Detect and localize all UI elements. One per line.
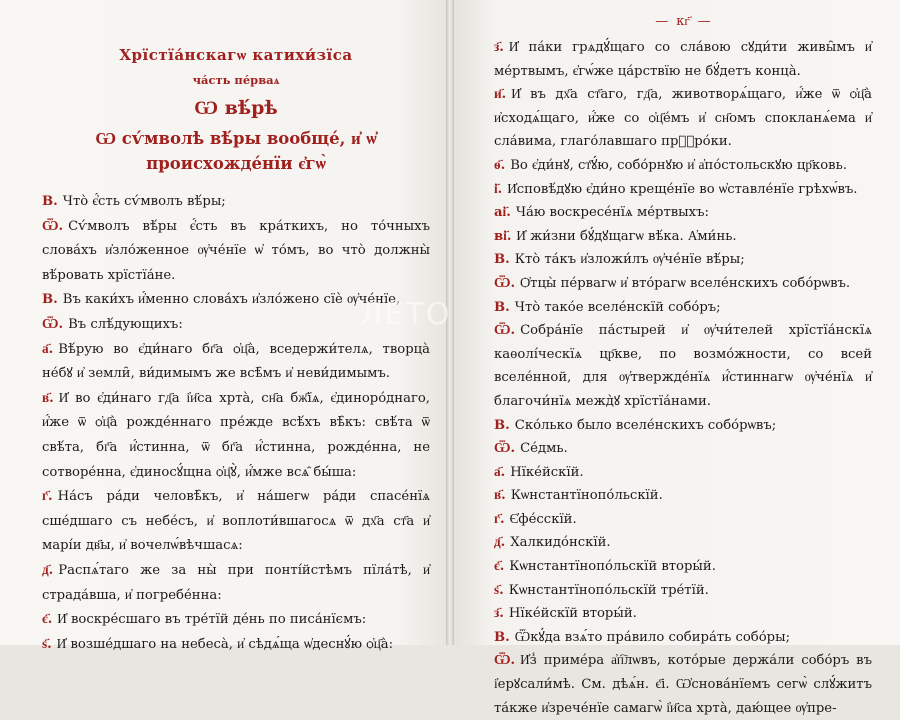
paragraph-text: Что̀ є҆́сть сѵ́мволъ вѣ́ры; [62,194,226,209]
paragraph-text: Халкидо́нскїй. [510,535,611,551]
right-paragraph [494,437,872,461]
paragraph-mark: В. [494,417,510,433]
right-paragraph [494,602,872,626]
paragraph-text: И҆з̾ приме́ра а҆п҇лѡвъ, кото́рые держа́ли собо́ръ въ і҆ерꙋсали́мѣ. См. дѣѧ́н. є҃і. Ѡ҆снова́нїемъ сегѡ̀ слꙋ́житъ та́кже и҆зрече́нїе самагѡ̀ і҆и҃са хрта̀, даю́щее ѹ҆пре- [494,653,872,716]
paragraph-mark: а҃. [494,464,506,480]
right-paragraph [494,36,872,83]
left-paragraph [42,313,430,338]
left-paragraph [42,608,430,633]
paragraph-mark: Ѿ. [42,316,64,332]
paragraph-text: И҆ жи́зни бꙋ́дꙋщагѡ вѣ́ка. А҆ми́нь. [516,228,737,244]
paragraph-mark: г҃. [494,511,505,527]
paragraph-text: И҆ па́ки грѧдꙋ́щаго со сла́вою сꙋди́ти живы̑мъ и҆ ме́ртвымъ, є҆гѡ́же ца́рствїю не бꙋ́детъ конца̀. [494,40,872,79]
paragraph-mark: є҃. [494,559,505,575]
right-paragraph [494,83,872,154]
paragraph-mark: а҃. [42,341,54,357]
book-gutter [446,0,454,645]
right-paragraph [494,579,872,603]
paragraph-text: Вѣ́рую во є҆ди́наго бг҃а ѻ҆ц҃а̀, вседержи́телѧ, творца̀ не́бꙋ и҆ земли̑, ви́димымъ же всѣ̑мъ и҆ неви́димымъ. [42,341,430,382]
part-title: ча́сть пе́рваѧ [192,73,280,87]
section-subheading: Ѡ сѵ́мволѣ вѣ́ры вообще́, и҆ ѡ҆ происхожде́нїи є҆гѡ̀ [95,129,377,173]
right-page-text [494,36,872,720]
right-paragraph [494,178,872,202]
paragraph-mark: і҃. [494,181,503,197]
paragraph-mark: в҃. [494,488,506,504]
paragraph-text: Въ слѣ́дующихъ: [68,316,183,332]
right-paragraph [494,414,872,438]
left-page-text [42,190,430,657]
paragraph-text: Ѻ҆тцы̀ пе́рвагѡ и҆ вто́рагѡ вселе́нскихъ собо́рѡвъ. [520,275,851,291]
paragraph-text: Ча́ю воскресе́нїѧ ме́ртвыхъ: [515,205,709,221]
right-paragraph [494,649,872,720]
paragraph-text: Распѧ́таго же за ны̀ при понті́йстѣмъ пїла́тѣ, и҆ страда́вша, и҆ погребе́нна: [42,562,430,603]
paragraph-text: Нїке́йскїй. [510,464,584,480]
right-paragraph [494,225,872,249]
right-paragraph [494,248,872,272]
right-paragraph [494,272,872,296]
paragraph-text: Кѡнстантїнопо́льскїй. [510,488,663,504]
paragraph-mark: д҃. [494,535,506,551]
paragraph-mark: ѕ҃. [42,636,52,652]
paragraph-text: Се́дмь. [520,441,568,457]
paragraph-text: Собра́нїе па́стырей и҆ ѹ҆чи́телей хрїстїа́нскїѧ каѳолі́ческїѧ цр҃кве, по возмо́жности, со всей вселе́нной, для ѹ҆твержде́нїѧ и҆́стиннагѡ ѹ҆че́нїѧ и҆ благочи́нїѧ межд̀ꙋ хрїстїа́нами. [494,323,872,409]
page-number [494,10,872,34]
paragraph-text: Ѿкꙋ́да взѧ́то пра́вило собира́ть собо́ры; [514,629,791,645]
paragraph-mark: з҃. [494,40,504,55]
left-paragraph [42,215,430,289]
paragraph-mark: в҃. [42,390,54,406]
right-paragraph [494,626,872,650]
right-paragraph [494,319,872,413]
right-paragraph [494,555,872,579]
folio-dash-left: — [655,14,669,29]
paragraph-mark: аі҃. [494,205,511,221]
right-paragraph [494,201,872,225]
watermark: ЛЕТО [360,297,452,332]
paragraph-text: Ско́лько было вселе́нскихъ собо́рѡвъ; [514,417,777,433]
paragraph-text: И҆сповѣ́дꙋю є҆ди́но креще́нїе во ѡ҆ставле́нїе грѣхѡ́въ. [507,181,858,197]
paragraph-mark: ѳ҃. [494,157,506,173]
paragraph-mark: В. [494,252,510,268]
paragraph-text: Сѵ́мволъ вѣ́ры є҆́сть въ кра́ткихъ, но то́чныхъ слова́хъ и҆зло́женное ѹ҆че́нїе ѡ҆ то́мъ, во что̀ должны̀ вѣ́ровать хрїстїа́не. [42,218,430,283]
paragraph-mark: Ѿ. [494,275,516,291]
right-paragraph [494,461,872,485]
paragraph-text: И҆ возше́дшаго на небеса̀, и҆ сѣдѧ́ща ѡ҆деснꙋ́ю ѻ҆ц҃а̀: [56,636,394,652]
right-paragraph [494,296,872,320]
paragraph-text: На́съ ра́ди человѣ̑къ, и҆ на́шегѡ ра́ди спасе́нїѧ сше́дшаго съ небе́съ, и҆ воплоти́вшагосѧ ѿ дх҃а ст҃а и҆ марі́и дв҃ы, и҆ вочелѡ́вѣчшасѧ: [42,489,430,554]
left-paragraph [42,190,430,215]
paragraph-mark: ві҃. [494,228,512,244]
paragraph-mark: В. [494,299,510,315]
paragraph-text: Во є҆ди́нꙋ, ст҃ꙋ́ю, собо́рнꙋю и҆ а҆по́стольскꙋю цр҃ковь. [510,157,847,173]
left-paragraph [42,559,430,608]
folio-number: кг҃ [676,14,690,29]
paragraph-mark: В. [42,194,58,209]
left-paragraph [42,338,430,387]
paragraph-text: Є҆фе́сскїй. [509,511,577,527]
paragraph-mark: и҃. [494,87,507,103]
paragraph-mark: Ѿ. [494,441,516,457]
paragraph-mark: є҃. [42,612,53,628]
paragraph-mark: г҃. [42,489,53,505]
section-heading: Ѡ вѣ́рѣ [194,97,278,119]
paragraph-mark: Ѿ. [42,218,64,234]
left-paragraph [42,387,430,485]
left-paragraph [42,288,430,313]
paragraph-mark: д҃. [42,562,54,578]
paragraph-mark: Ѿ. [494,653,516,669]
paragraph-text: И҆ въ дх҃а ст҃аго, гд҃а, животворѧ́щаго, и҆́же ѿ ѻ҆ц҃а̀ и҆сходѧ́щаго, и҆́же со ѻ҆ц҃е́мъ и҆ сн҃омъ спокланѧ́ема и҆ сла́вима, глаго́лавшаго прⷪ҇ро́ки. [494,87,872,150]
right-paragraph [494,154,872,178]
paragraph-mark: з҃. [494,606,504,622]
left-paragraph [42,485,430,559]
right-page [450,0,900,716]
catechism-title: Хрїстїа́нскагѡ катихи́зїса [119,46,353,64]
paragraph-text: И҆ воскре́сшаго въ тре́тїй де́нь по писа́нїємъ: [57,612,367,628]
paragraph-mark: В. [494,629,510,645]
paragraph-text: И҆ во є҆ди́наго гд҃а і҆и҃са хрта̀, сн҃а бж҃їѧ, є҆диноро́днаго, и҆́же ѿ ѻ҆ц҃а̀ рожде́ннаго пре́жде всѣ́хъ вѣ̑къ: свѣ́та ѿ свѣ́та, бг҃а и҆́стинна, ѿ бг҃а и҆́стинна, рожде́нна, не сотворе́нна, є҆диносꙋ́щна ѻ҆ц҃ꙋ̀, и҆́мже всѧ̑ бы́ша: [42,390,430,480]
paragraph-text: Нїке́йскїй вторы́й. [508,606,637,622]
left-page [0,0,450,652]
paragraph-text: Въ каки́хъ и҆́менно слова́хъ и҆зло́жено сїѐ ѹ҆че́нїе, [62,292,401,308]
right-paragraph [494,484,872,508]
right-paragraph [494,531,872,555]
right-paragraph [494,508,872,532]
paragraph-text: Что̀ тако́е вселе́нскїй собо́ръ; [514,299,721,315]
paragraph-mark: Ѿ. [494,323,516,339]
paragraph-text: Кѡнстантїнопо́льскїй тре́тїй. [508,582,709,598]
paragraph-mark: В. [42,292,58,308]
paragraph-text: Кто̀ та́къ и҆зложи́лъ ѹ҆че́нїе вѣ́ры; [514,252,745,268]
left-paragraph [42,633,430,658]
paragraph-mark: ѕ҃. [494,582,504,598]
paragraph-text: Кѡнстантїнопо́льскїй вторы́й. [509,559,716,575]
folio-dash-right: — [697,14,711,29]
